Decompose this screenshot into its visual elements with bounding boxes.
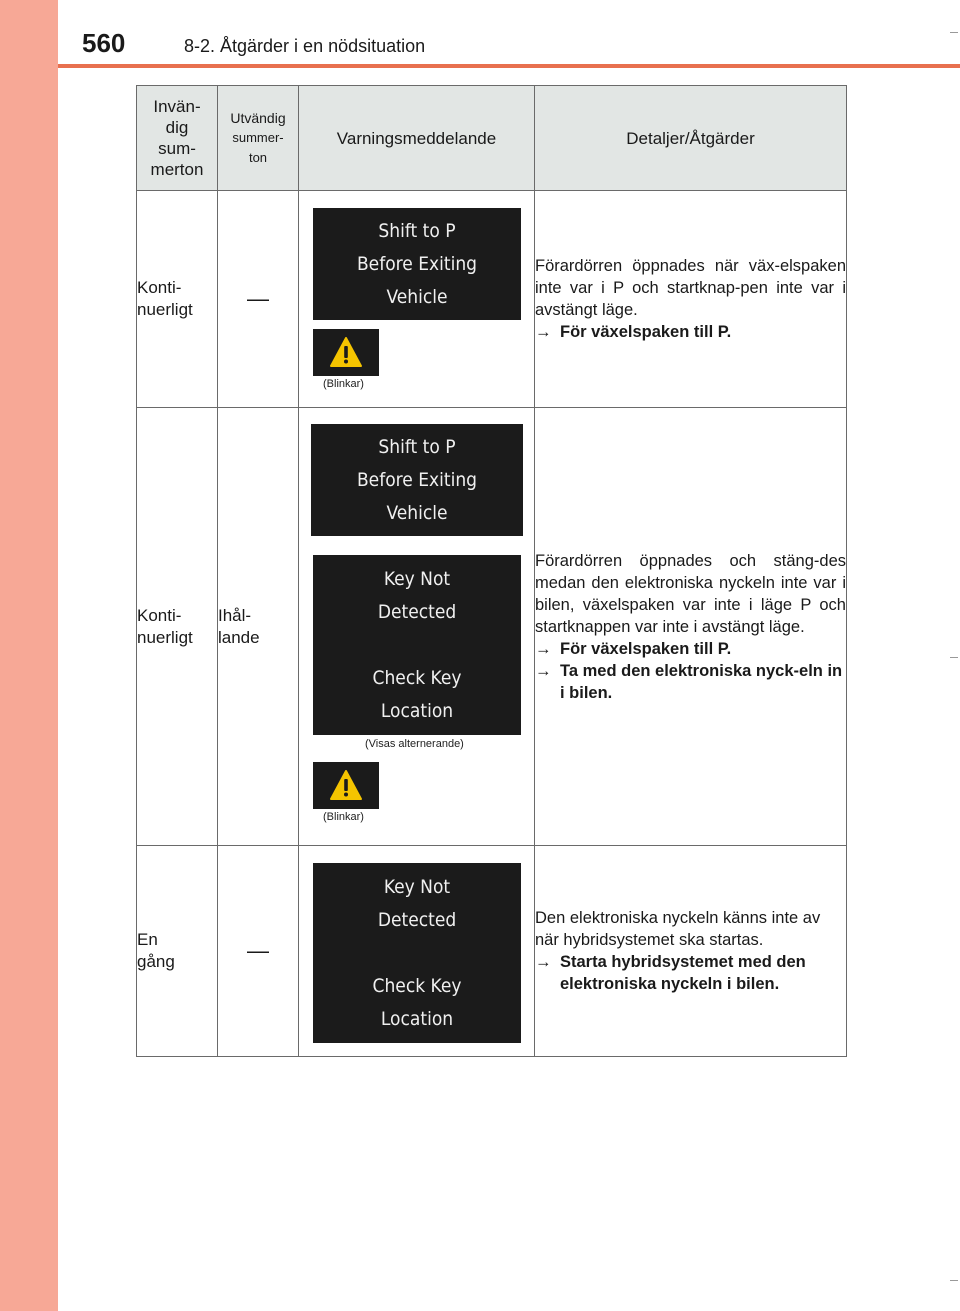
message-cell xyxy=(299,846,535,1057)
arrow-right-icon: → xyxy=(535,661,552,680)
screen-line: Location xyxy=(380,1008,454,1030)
display-screen xyxy=(313,863,521,1043)
cell-text: En xyxy=(137,930,158,949)
screen-spacer xyxy=(313,629,521,662)
cell-text: Ihål- xyxy=(218,605,252,625)
cell-text: Konti- xyxy=(137,605,182,625)
master-warning-light xyxy=(313,762,379,809)
external-buzzer-cell xyxy=(218,408,299,846)
screen-line: Before Exiting xyxy=(356,253,478,275)
cell-text: gång xyxy=(137,952,175,971)
screen-line: Shift to P xyxy=(378,220,456,242)
warning-table xyxy=(136,85,847,1057)
col-text: summer- xyxy=(232,130,284,145)
display-screen xyxy=(311,424,523,536)
crop-mark xyxy=(950,32,958,33)
action-text: Starta hybridsystemet med den elektroniska nyckeln i bilen. xyxy=(560,953,806,993)
screen-line: Vehicle xyxy=(386,286,448,308)
col-text: ton xyxy=(248,150,268,165)
arrow-right-icon: → xyxy=(535,323,552,341)
col-internal-buzzer xyxy=(137,86,218,191)
col-text: dig xyxy=(165,118,189,137)
action-item xyxy=(535,321,846,343)
message-cell xyxy=(299,408,535,846)
details-cell xyxy=(535,191,847,408)
cell-text: nuerligt xyxy=(137,627,193,647)
screen-spacer xyxy=(313,937,521,970)
action-text: För växelspaken till P. xyxy=(560,323,732,341)
detail-text: Den elektroniska nyckeln känns inte av när hybridsystemet ska startas. xyxy=(535,909,821,949)
page-number: 560 xyxy=(82,28,126,58)
warning-triangle-icon xyxy=(329,769,363,801)
screen-line: Vehicle xyxy=(386,502,448,524)
alternate-caption: (Visas alternerande) xyxy=(365,738,464,750)
cell-text: nuerligt xyxy=(137,300,193,319)
blink-caption: (Blinkar) xyxy=(323,378,364,390)
arrow-right-icon: → xyxy=(535,639,552,658)
col-warning-message: Varningsmeddelande xyxy=(299,86,535,191)
arrow-right-icon: → xyxy=(535,953,552,971)
screen-line: Before Exiting xyxy=(356,469,478,491)
screen-line: Detected xyxy=(377,909,457,931)
action-item xyxy=(535,951,846,995)
screen-line: Key Not xyxy=(383,876,451,898)
internal-buzzer-cell xyxy=(137,408,218,846)
display-screen xyxy=(313,208,521,320)
details-cell xyxy=(535,408,847,846)
screen-line: Check Key xyxy=(372,975,462,997)
col-text: Invän- xyxy=(153,97,201,116)
col-external-buzzer xyxy=(218,86,299,191)
screen-line: Key Not xyxy=(383,568,451,590)
master-warning-light xyxy=(313,329,379,376)
warning-triangle-icon xyxy=(329,336,363,368)
cell-text: Konti- xyxy=(137,278,182,297)
message-cell xyxy=(299,191,535,408)
table-header-row xyxy=(137,86,847,191)
col-text: merton xyxy=(150,160,204,179)
action-text: För växelspaken till P. xyxy=(560,639,732,658)
side-band xyxy=(0,0,58,1311)
section-title: 8-2. Åtgärder i en nödsituation xyxy=(184,36,426,56)
detail-text: Förardörren öppnades och stäng-des medan den elektroniska nyckeln inte var i bilen, växelspaken var inte i läge P och startknappen var inte i avstängt läge. xyxy=(535,551,846,636)
blink-caption: (Blinkar) xyxy=(323,811,364,823)
screen-line: Detected xyxy=(377,601,457,623)
external-buzzer-cell: — xyxy=(218,846,299,1057)
crop-mark xyxy=(950,657,958,658)
internal-buzzer-cell xyxy=(137,191,218,408)
screen-line: Check Key xyxy=(372,667,462,689)
col-details: Detaljer/Åtgärder xyxy=(535,86,847,191)
table-row xyxy=(137,191,847,408)
table-row xyxy=(137,408,847,846)
col-text: sum- xyxy=(158,139,196,158)
cell-text: lande xyxy=(218,627,260,647)
header-rule xyxy=(58,64,960,68)
internal-buzzer-cell xyxy=(137,846,218,1057)
page-header xyxy=(58,0,960,66)
screen-line: Shift to P xyxy=(378,436,456,458)
table-row xyxy=(137,846,847,1057)
action-item xyxy=(535,638,846,660)
external-buzzer-cell: — xyxy=(218,191,299,408)
col-text: Utvändig xyxy=(230,110,286,126)
details-cell xyxy=(535,846,847,1057)
action-text: Ta med den elektroniska nyck-eln in i bilen. xyxy=(560,661,843,702)
action-item xyxy=(535,660,846,704)
crop-mark xyxy=(950,1280,958,1281)
screen-line: Location xyxy=(380,700,454,722)
detail-text: Förardörren öppnades när väx-elspaken inte var i P och startknap-pen inte var i avstängt läge. xyxy=(535,257,846,319)
display-screen xyxy=(313,555,521,735)
